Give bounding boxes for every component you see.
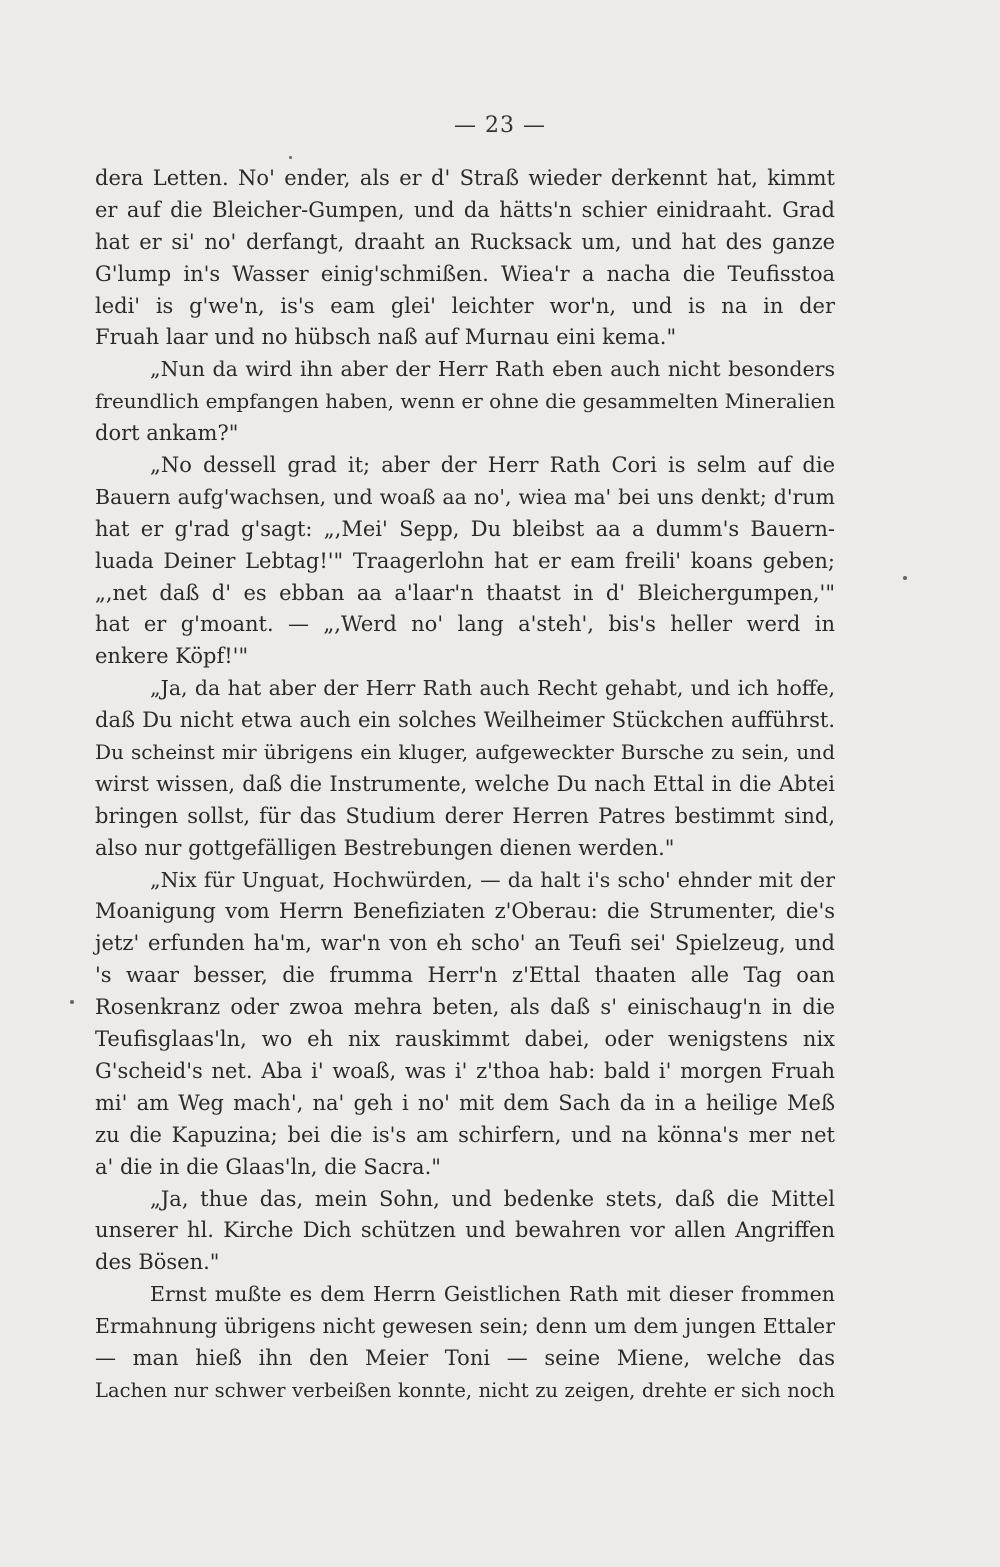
text-line: ledi' is g'we'n, is's eam glei' leichter wor'n, und is na in der bbox=[95, 293, 835, 318]
text-line: enkere Köpf!'" bbox=[95, 644, 249, 669]
text-line: dort ankam?" bbox=[95, 421, 239, 446]
page-number: — 23 — bbox=[454, 113, 546, 138]
text-line: also nur gottgefälligen Bestrebungen dienen werden." bbox=[95, 835, 675, 860]
text-line: 's waar besser, die frumma Herr'n z'Ettal thaaten alle Tag oan bbox=[95, 963, 835, 988]
text-line: jetz' erfunden ha'm, war'n von eh scho' an Teufi sei' Spielzeug, und bbox=[95, 931, 835, 956]
text-line: freundlich empfangen haben, wenn er ohne die gesammelten Mineralien bbox=[95, 389, 836, 414]
text-line: „Nix für Unguat, Hochwürden, — da halt i's scho' ehnder mit der bbox=[150, 867, 835, 892]
text-line: Lachen nur schwer verbeißen konnte, nicht zu zeigen, drehte er sich noch bbox=[95, 1378, 835, 1402]
text-line: Moanigung vom Herrn Benefiziaten z'Oberau: die Strumenter, die's bbox=[95, 899, 835, 924]
text-line: dera Letten. No' ender, als er d' Straß wieder derkennt hat, kimmt bbox=[95, 166, 835, 190]
text-line: unserer hl. Kirche Dich schützen und bewahren vor allen Angriffen bbox=[95, 1218, 835, 1243]
text-line: „Nun da wird ihn aber der Herr Rath eben auch nicht besonders bbox=[150, 357, 835, 382]
paper-speck bbox=[289, 156, 292, 159]
text-line: G'lump in's Wasser einig'schmißen. Wiea'r a nacha die Teufisstoa bbox=[95, 261, 835, 286]
text-line: luada Deiner Lebtag!'" Traagerlohn hat er eam freili' koans geben; bbox=[95, 548, 835, 573]
text-line: G'scheid's net. Aba i' woaß, was i' z'thoa hab: bald i' morgen Fruah bbox=[95, 1058, 835, 1083]
text-line: des Bösen." bbox=[95, 1250, 220, 1275]
text-line: zu die Kapuzina; bei die is's am schirfern, und na könna's mer net bbox=[95, 1122, 835, 1147]
text-line: „Ja, da hat aber der Herr Rath auch Recht gehabt, und ich hoffe, bbox=[150, 676, 835, 701]
paper-speck bbox=[70, 1000, 74, 1004]
text-line: er auf die Bleicher-Gumpen, und da hätts'n schier einidraaht. Grad bbox=[95, 197, 835, 222]
text-line: — man hieß ihn den Meier Toni — seine Miene, welche das bbox=[95, 1345, 835, 1370]
text-line: hat er si' no' derfangt, draaht an Rucksack um, und hat des ganze bbox=[95, 229, 835, 254]
text-line: Teufisglaas'ln, wo eh nix rauskimmt dabei, oder wenigstens nix bbox=[95, 1027, 835, 1052]
text-line: Bauern aufg'wachsen, und woaß aa no', wiea ma' bei uns denkt; d'rum bbox=[95, 484, 835, 509]
text-line: Ermahnung übrigens nicht gewesen sein; denn um dem jungen Ettaler bbox=[95, 1314, 835, 1339]
text-line: Fruah laar und no hübsch naß auf Murnau eini kema." bbox=[95, 325, 677, 350]
text-line: Du scheinst mir übrigens ein kluger, aufgeweckter Bursche zu sein, und bbox=[95, 740, 835, 765]
text-line: „,net daß d' es ebban aa a'laar'n thaatst in d' Bleichergumpen,'" bbox=[95, 580, 835, 605]
paper-speck bbox=[903, 576, 907, 580]
text-line: wirst wissen, daß die Instrumente, welche Du nach Ettal in die Abtei bbox=[95, 771, 835, 796]
text-line: Rosenkranz oder zwoa mehra beten, als daß s' einischaug'n in die bbox=[95, 995, 835, 1020]
text-line: daß Du nicht etwa auch ein solches Weilheimer Stückchen aufführst. bbox=[95, 708, 835, 733]
text-line: Ernst mußte es dem Herrn Geistlichen Rath mit dieser frommen bbox=[150, 1282, 835, 1307]
body-text bbox=[95, 163, 835, 1407]
text-line: mi' am Weg mach', na' geh i no' mit dem Sach da in a heilige Meß bbox=[95, 1090, 835, 1115]
text-line: bringen sollst, für das Studium derer Herren Patres bestimmt sind, bbox=[95, 803, 835, 828]
text-line: hat er g'moant. — „,Werd no' lang a'steh', bis's heller werd in bbox=[95, 612, 835, 637]
text-line: hat er g'rad g'sagt: „,Mei' Sepp, Du bleibst aa a dumm's Bauern- bbox=[95, 516, 835, 541]
text-line: „Ja, thue das, mein Sohn, und bedenke stets, daß die Mittel bbox=[150, 1186, 835, 1211]
text-line: „No dessell grad it; aber der Herr Rath Cori is selm auf die bbox=[150, 453, 835, 478]
text-line: a' die in die Glaas'ln, die Sacra." bbox=[95, 1154, 441, 1179]
